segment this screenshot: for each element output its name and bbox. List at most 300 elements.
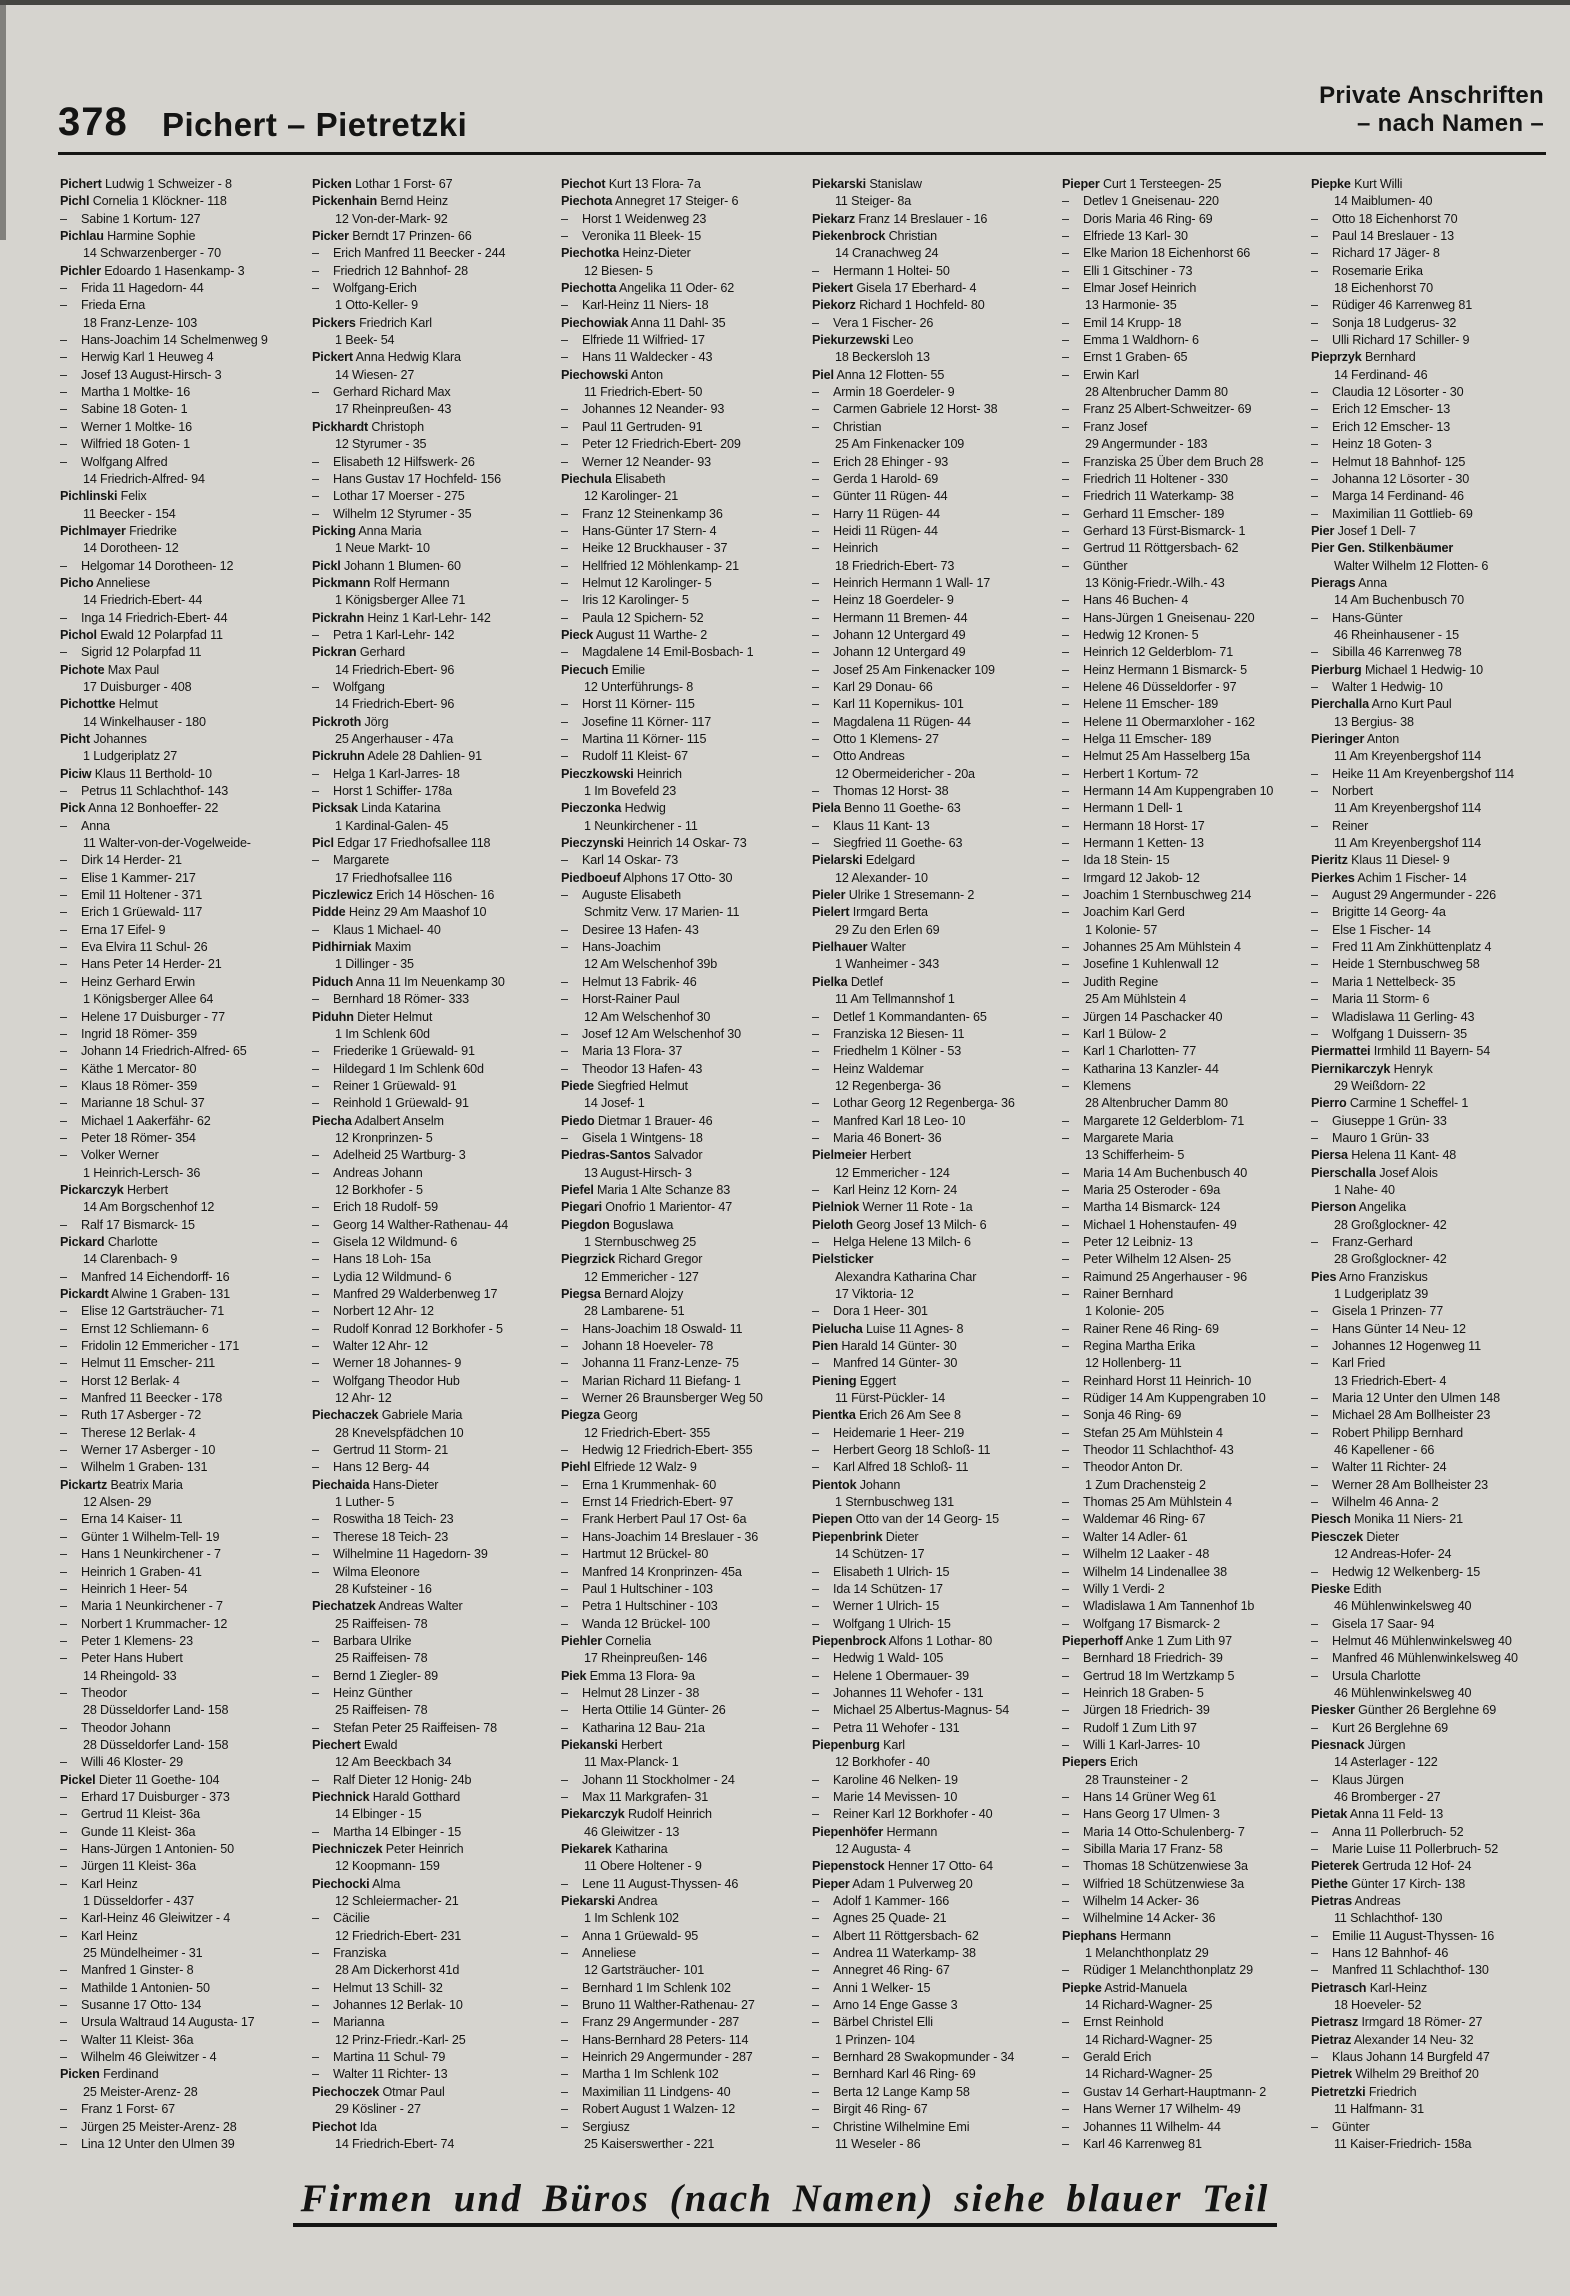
entry-line: Piczlewicz Erich 14 Höschen- 16 (312, 888, 495, 903)
entry-line: – Horst 1 Schiffer- 178a (312, 784, 452, 799)
entry-line: 17 Friedhofsallee 116 (335, 870, 453, 885)
entry-line: – Rudolf 1 Zum Lith 97 (1062, 1720, 1197, 1735)
entry-line: – Hildegard 1 Im Schlenk 60d (312, 1061, 484, 1076)
entry-line: – Ursula Waltraud 14 Augusta- 17 (60, 2015, 255, 2030)
entry-line: – Hermann 14 Am Kuppengraben 10 (1062, 784, 1274, 799)
entry-line: Piepen Otto van der 14 Georg- 15 (812, 1512, 1000, 1527)
entry-line: – Andreas Johann (312, 1165, 423, 1180)
entry-line: Piechotta Angelika 11 Oder- 62 (561, 281, 735, 296)
entry-line: Pichol Ewald 12 Polarpfad 11 (60, 627, 223, 642)
entry-line: – Heinz 18 Goerdeler- 9 (812, 593, 954, 608)
entry-line: – Karl Alfred 18 Schloß- 11 (812, 1460, 969, 1475)
entry-line: – Gerda 1 Harold- 69 (812, 471, 939, 486)
entry-line: 1 Im Schlenk 102 (584, 1911, 679, 1926)
entry-line: Pickmann Rolf Hermann (312, 575, 450, 590)
entry-line: – Hermann 1 Ketten- 13 (1062, 836, 1204, 851)
entry-line: – Helmut 13 Schill- 32 (312, 1980, 443, 1995)
entry-line: – Karl 14 Oskar- 73 (561, 853, 679, 868)
entry-line: – Werner 26 Braunsberger Weg 50 (561, 1391, 763, 1406)
entry-line: – Karl 29 Donau- 66 (812, 679, 933, 694)
entry-line: – Bernhard 1 Im Schlenk 102 (561, 1980, 731, 1995)
entry-line: – Rainer Rene 46 Ring- 69 (1062, 1321, 1219, 1336)
entry-line: 11 Beecker - 154 (83, 506, 176, 521)
entry-line: – Carmen Gabriele 12 Horst- 38 (812, 402, 998, 417)
entry-line: 28 Düsseldorfer Land- 158 (83, 1737, 229, 1752)
entry-line: Pieck August 11 Warthe- 2 (561, 627, 708, 642)
entry-line: – Horst 1 Weidenweg 23 (561, 211, 707, 226)
entry-line: – Walter 11 Kleist- 36a (60, 2032, 194, 2047)
entry-line: Piersa Helena 11 Kant- 48 (1311, 1148, 1457, 1163)
entry-line: – Inga 14 Friedrich-Ebert- 44 (60, 610, 228, 625)
entry-line: 11 Am Kreyenbergshof 114 (1334, 801, 1482, 816)
entry-line: – Gertrud 11 Storm- 21 (312, 1443, 449, 1458)
entry-line: – Adolf 1 Kammer- 166 (812, 1894, 950, 1909)
entry-line: – Theodor Johann (60, 1720, 171, 1735)
entry-line: – Gisela 12 Wildmund- 6 (312, 1234, 458, 1249)
entry-line: – Manfred Karl 18 Leo- 10 (812, 1113, 966, 1128)
entry-line: 14 Wiesen- 27 (335, 367, 415, 382)
entry-line: – Paul 1 Hultschiner - 103 (561, 1581, 713, 1596)
entry-line: – Helene 11 Obermarxloher - 162 (1062, 714, 1255, 729)
entry-line: Pierro Carmine 1 Scheffel- 1 (1311, 1096, 1469, 1111)
entry-line: – Friedrich 11 Holtener - 330 (1062, 471, 1228, 486)
entry-line: – Karl Fried (1311, 1356, 1386, 1371)
entry-line: Pieperhoff Anke 1 Zum Lith 97 (1062, 1633, 1232, 1648)
entry-line: 1 Nahe- 40 (1334, 1182, 1395, 1197)
entry-line: – Helga 1 Karl-Jarres- 18 (312, 766, 460, 781)
entry-line: 28 Düsseldorfer Land- 158 (83, 1703, 229, 1718)
entry-line: 25 Raiffeisen- 78 (335, 1616, 428, 1631)
entry-line: 14 Friedrich-Alfred- 94 (83, 471, 205, 486)
entry-line: Pietras Andreas (1311, 1894, 1401, 1909)
entry-line: Pier Gen. Stilkenbäumer (1311, 541, 1454, 556)
entry-line: – Willi 46 Kloster- 29 (60, 1755, 183, 1770)
entry-line: – Ernst Reinhold (1062, 2015, 1164, 2030)
entry-line: – Heinrich (812, 541, 878, 556)
entry-line: 12 Biesen- 5 (584, 263, 653, 278)
entry-line: – Peter 12 Leibniz- 13 (1062, 1234, 1193, 1249)
entry-line: – Christian (812, 419, 882, 434)
entry-line: – Iris 12 Karolinger- 5 (561, 593, 689, 608)
entry-line: Picht Johannes (60, 732, 147, 746)
entry-line: 46 Rheinhausener - 15 (1334, 627, 1459, 642)
entry-line: 14 Asterlager - 122 (1334, 1755, 1438, 1770)
entry-line: – Horst-Rainer Paul (561, 992, 680, 1007)
entry-line: – Marga 14 Ferdinand- 46 (1311, 489, 1464, 504)
entry-line: – Karl 1 Bülow- 2 (1062, 1026, 1167, 1041)
entry-line: – Heike 11 Am Kreyenbergshof 114 (1311, 766, 1514, 781)
entry-line: – Manfred 1 Ginster- 8 (60, 1963, 194, 1978)
entry-line: Piehler Cornelia (561, 1633, 652, 1648)
entry-line: 1 Kolonie- 205 (1085, 1304, 1165, 1319)
entry-line: 28 Großglockner- 42 (1334, 1252, 1447, 1267)
entry-line: – Bernhard 18 Friedrich- 39 (1062, 1651, 1223, 1666)
entry-line: – Maria 1 Nettelbeck- 35 (1311, 974, 1456, 989)
entry-line: – Günter (1311, 2119, 1370, 2134)
entry-line: – Max 11 Markgrafen- 31 (561, 1789, 709, 1804)
entry-line: – Gertrud 11 Röttgersbach- 62 (1062, 541, 1239, 556)
entry-line: Piduhn Dieter Helmut (312, 1009, 433, 1024)
entry-line: – Arno 14 Enge Gasse 3 (812, 1998, 958, 2013)
entry-line: 12 Unterführungs- 8 (584, 679, 694, 694)
entry-line: – Erich 18 Rudolf- 59 (312, 1200, 438, 1215)
entry-line: – Klaus 11 Kant- 13 (812, 818, 930, 833)
entry-line: Piesker Günther 26 Berglehne 69 (1311, 1703, 1497, 1718)
entry-line: – Franziska 25 Über dem Bruch 28 (1062, 454, 1264, 469)
entry-line: 28 Altenbrucher Damm 80 (1085, 1096, 1228, 1111)
entry-line: – Paul 14 Breslauer - 13 (1311, 229, 1455, 244)
entry-line: – Hans-Günter (1311, 610, 1403, 625)
entry-line: – Wanda 12 Brückel- 100 (561, 1616, 710, 1631)
entry-line: 1 Sternbuschweg 131 (835, 1495, 954, 1510)
entry-line: 25 Kaiserswerther - 221 (584, 2136, 715, 2151)
entry-line: 25 Am Mühlstein 4 (1085, 992, 1187, 1007)
entry-line: Pieterek Gertruda 12 Hof- 24 (1311, 1859, 1472, 1874)
entry-line: – Robert Philipp Bernhard (1311, 1425, 1463, 1440)
entry-line: – Margarete Maria (1062, 1130, 1174, 1145)
entry-line: – Johann 12 Untergard 49 (812, 627, 966, 642)
entry-line: 13 Bergius- 38 (1334, 714, 1414, 729)
entry-line: – Heinz Gerhard Erwin (60, 974, 196, 989)
entry-line: – Wilhelm 12 Laaker - 48 (1062, 1547, 1210, 1562)
entry-line: 1 Kolonie- 57 (1085, 922, 1158, 937)
header-right-line1: Private Anschriften (1319, 82, 1544, 109)
entry-line: – Ruth 17 Asberger - 72 (60, 1408, 202, 1423)
entry-line: – Doris Maria 46 Ring- 69 (1062, 211, 1213, 226)
entry-line: Piekarski Andrea (561, 1894, 658, 1909)
directory-column-3 (561, 176, 811, 2153)
entry-line: 14 Richard-Wagner- 25 (1085, 2032, 1213, 2047)
entry-line: Pieczonka Hedwig (561, 801, 666, 816)
entry-line: Pichlau Harmine Sophie (60, 229, 196, 244)
entry-line: Pieringer Anton (1311, 732, 1400, 746)
entry-line: Pichlinski Felix (60, 489, 147, 504)
entry-line: – Hans Georg 17 Ulmen- 3 (1062, 1807, 1220, 1822)
entry-line: 1 Luther- 5 (335, 1495, 395, 1510)
entry-line: – Ralf Dieter 12 Honig- 24b (312, 1772, 472, 1787)
entry-line: Pichottke Helmut (60, 697, 158, 712)
entry-line: – Walter 11 Richter- 24 (1311, 1460, 1447, 1475)
entry-line: Piekurzewski Leo (812, 333, 914, 348)
entry-line: – Hans 18 Loh- 15a (312, 1252, 431, 1267)
entry-line: – Gisela 1 Wintgens- 18 (561, 1130, 703, 1145)
entry-line: – Berta 12 Lange Kamp 58 (812, 2084, 970, 2099)
entry-line: Picho Anneliese (60, 575, 151, 590)
entry-line: – Else 1 Fischer- 14 (1311, 922, 1431, 937)
entry-line: Pientok Johann (812, 1477, 901, 1492)
entry-line: – Therese 18 Teich- 23 (312, 1529, 449, 1544)
entry-line: – Hedwig 1 Wald- 105 (812, 1651, 944, 1666)
entry-line: – Elise 12 Gartsträucher- 71 (60, 1304, 225, 1319)
entry-line: – Manfred 11 Beecker - 178 (60, 1391, 223, 1406)
entry-line: – Gertrud 11 Kleist- 36a (60, 1807, 200, 1822)
entry-line: – Hans Günter 14 Neu- 12 (1311, 1321, 1466, 1336)
entry-line: – Michael 1 Hohenstaufen- 49 (1062, 1217, 1237, 1232)
entry-line: Pickartz Beatrix Maria (60, 1477, 183, 1492)
entry-line: – Werner 18 Johannes- 9 (312, 1356, 462, 1371)
entry-line: Piedras-Santos Salvador (561, 1148, 703, 1163)
entry-line: – Hans-Joachim 14 Breslauer - 36 (561, 1529, 759, 1544)
entry-line: 12 Von-der-Mark- 92 (335, 211, 448, 226)
entry-line: 1 Zum Drachensteig 2 (1085, 1477, 1206, 1492)
entry-line: Piepke Kurt Willi (1311, 177, 1403, 191)
entry-line: – Friedhelm 1 Kölner - 53 (812, 1044, 962, 1059)
entry-line: – Hedwig 12 Welkenberg- 15 (1311, 1564, 1481, 1579)
entry-line: – Günther (1062, 558, 1128, 573)
directory-column-1 (60, 176, 310, 2153)
entry-line: 1 Wanheimer - 343 (835, 957, 940, 972)
entry-line: – Robert August 1 Walzen- 12 (561, 2102, 736, 2117)
entry-line: – Käthe 1 Mercator- 80 (60, 1061, 197, 1076)
entry-line: – Hans-Jürgen 1 Antonien- 50 (60, 1842, 234, 1856)
entry-line: – Heinz 18 Goten- 3 (1311, 437, 1432, 452)
entry-line: – Johanna 12 Lösorter - 30 (1311, 471, 1470, 486)
entry-line: – Jürgen 11 Kleist- 36a (60, 1859, 196, 1874)
entry-line: – Emil 11 Holtener - 371 (60, 888, 203, 903)
entry-line: – Johannes 11 Wehofer - 131 (812, 1685, 984, 1700)
entry-line: – Martha 14 Bismarck- 124 (1062, 1200, 1221, 1215)
entry-line: – Heike 12 Bruckhauser - 37 (561, 541, 728, 556)
entry-line: 46 Bromberger - 27 (1334, 1789, 1441, 1804)
entry-line: – Gerald Erich (1062, 2050, 1152, 2065)
entry-line: Piekenbrock Christian (812, 229, 937, 244)
entry-line: 12 Kronprinzen- 5 (335, 1130, 433, 1145)
entry-line: Piechocki Alma (312, 1876, 401, 1891)
entry-line: 12 Regenberga- 36 (835, 1078, 941, 1093)
entry-line: Pickardt Alwine 1 Graben- 131 (60, 1287, 230, 1301)
entry-line: Piephans Hermann (1062, 1928, 1171, 1943)
entry-line: 14 Am Borgschenhof 12 (83, 1200, 215, 1215)
entry-line: – Heinrich 1 Heer- 54 (60, 1581, 188, 1596)
entry-line: Pickert Anna Hedwig Klara (312, 350, 461, 365)
entry-line: Piepenbrock Alfons 1 Lothar- 80 (812, 1633, 993, 1648)
entry-line: – Gustav 14 Gerhart-Hauptmann- 2 (1062, 2084, 1267, 2099)
entry-line: – August 29 Angermunder - 226 (1311, 888, 1496, 903)
entry-line: Piek Emma 13 Flora- 9a (561, 1668, 695, 1683)
entry-line: 14 Rheingold- 33 (83, 1668, 177, 1683)
entry-line: – Frank Herbert Paul 17 Ost- 6a (561, 1512, 747, 1527)
entry-line: 1 Ludgeriplatz 27 (83, 749, 178, 764)
header-right-line2: – nach Namen – (1357, 110, 1544, 137)
entry-line: Pientka Erich 26 Am See 8 (812, 1408, 961, 1423)
directory-column-6 (1311, 176, 1561, 2153)
entry-line: – Regina Martha Erika (1062, 1339, 1195, 1354)
entry-line: Piegari Onofrio 1 Marientor- 47 (561, 1200, 733, 1215)
entry-line: – Franz 1 Forst- 67 (60, 2102, 176, 2117)
entry-line: – Katharina 12 Bau- 21a (561, 1720, 705, 1735)
entry-line: – Elli 1 Gitschiner - 73 (1062, 263, 1193, 278)
entry-line: 11 Fürst-Pückler- 14 (835, 1391, 946, 1406)
entry-line: 14 Dorotheen- 12 (83, 541, 179, 556)
entry-line: Pierschalla Josef Alois (1311, 1165, 1438, 1180)
entry-line: – Theodor 11 Schlachthof- 43 (1062, 1443, 1234, 1458)
entry-line: Piehl Elfriede 12 Walz- 9 (561, 1460, 697, 1475)
entry-line: – Rudolf 11 Kleist- 67 (561, 749, 688, 764)
entry-line: – Heidemarie 1 Heer- 219 (812, 1425, 965, 1440)
entry-line: – Hans-Joachim (561, 940, 661, 955)
entry-line: 28 Traunsteiner - 2 (1085, 1772, 1188, 1787)
directory-column-5 (1062, 176, 1312, 2153)
entry-line: Pien Harald 14 Günter- 30 (812, 1339, 957, 1354)
entry-line: – Maria 14 Am Buchenbusch 40 (1062, 1165, 1248, 1180)
entry-line: 12 Ahr- 12 (335, 1391, 392, 1406)
directory-column-2 (312, 176, 562, 2153)
entry-line: 12 Friedrich-Ebert- 355 (584, 1425, 711, 1440)
entry-line: – Bärbel Christel Elli (812, 2015, 933, 2030)
entry-line: Pickran Gerhard (312, 645, 405, 660)
entry-line: 1 Düsseldorfer - 437 (83, 1894, 195, 1909)
entry-line: – Gerhard 11 Emscher- 189 (1062, 506, 1225, 521)
entry-line: – Heinz Günther (312, 1685, 413, 1700)
entry-line: – Sonja 18 Ludgerus- 32 (1311, 315, 1457, 330)
entry-line: – Kurt 26 Berglehne 69 (1311, 1720, 1449, 1735)
entry-line: 18 Franz-Lenze- 103 (83, 315, 198, 330)
entry-line: – Elmar Josef Heinrich (1062, 281, 1197, 296)
entry-line: 17 Viktoria- 12 (835, 1287, 914, 1301)
entry-line: – Hans 1 Neunkirchener - 7 (60, 1547, 221, 1562)
entry-line: – Detlef 1 Kommandanten- 65 (812, 1009, 987, 1024)
entry-line: – Wilhelmine 14 Acker- 36 (1062, 1911, 1216, 1926)
entry-line: 1 Dillinger - 35 (335, 957, 414, 972)
entry-line: – Josef 25 Am Finkenacker 109 (812, 662, 995, 677)
entry-line: – Roswitha 18 Teich- 23 (312, 1512, 454, 1527)
entry-line: – Hermann 11 Bremen- 44 (812, 610, 968, 625)
entry-line: – Auguste Elisabeth (561, 888, 681, 903)
entry-line: – Albert 11 Röttgersbach- 62 (812, 1928, 979, 1943)
entry-line: Piecuch Emilie (561, 662, 645, 677)
entry-line: Piechaczek Gabriele Maria (312, 1408, 463, 1423)
entry-line: Pickers Friedrich Karl (312, 315, 432, 330)
entry-line: – Claudia 12 Lösorter - 30 (1311, 385, 1464, 400)
entry-line: Pieprzyk Bernhard (1311, 350, 1416, 365)
entry-line: – Josef 13 August-Hirsch- 3 (60, 367, 222, 382)
entry-line: – Thomas 25 Am Mühlstein 4 (1062, 1495, 1232, 1510)
entry-line: – Sabine 18 Goten- 1 (60, 402, 188, 417)
entry-line: 14 Maiblumen- 40 (1334, 194, 1433, 209)
entry-line: – Erich 1 Grüewald- 117 (60, 905, 203, 920)
entry-line: 14 Friedrich-Ebert- 96 (335, 662, 455, 677)
entry-line: – Frida 11 Hagedorn- 44 (60, 281, 204, 296)
entry-line: – Maximilian 11 Gottlieb- 69 (1311, 506, 1473, 521)
entry-line: – Martina 11 Körner- 115 (561, 732, 707, 746)
entry-line: – Friederike 1 Grüewald- 91 (312, 1044, 475, 1059)
entry-line: 11 Weseler - 86 (835, 2136, 921, 2151)
page-footer (0, 2176, 1570, 2227)
entry-line: Pieler Ulrike 1 Stresemann- 2 (812, 888, 975, 903)
entry-line: 1 Neunkirchener - 11 (584, 818, 698, 833)
entry-line: Pietrek Wilhelm 29 Breithof 20 (1311, 2067, 1479, 2082)
entry-line: – Elke Marion 18 Eichenhorst 66 (1062, 246, 1251, 261)
entry-line: 14 Am Buchenbusch 70 (1334, 593, 1465, 608)
entry-line: Piekorz Richard 1 Hochfeld- 80 (812, 298, 985, 313)
entry-line: – Klaus Jürgen (1311, 1772, 1404, 1787)
entry-line: Pidde Heinz 29 Am Maashof 10 (312, 905, 487, 920)
entry-line: – Wladislawa 11 Gerling- 43 (1311, 1009, 1475, 1024)
entry-line: 1 Kardinal-Galen- 45 (335, 818, 449, 833)
entry-line: – Walter 11 Richter- 13 (312, 2067, 448, 2082)
entry-line: – Wolfgang-Erich (312, 281, 417, 296)
entry-line: Piermattei Irmhild 11 Bayern- 54 (1311, 1044, 1491, 1059)
entry-line: 1 Ludgeriplatz 39 (1334, 1287, 1429, 1301)
entry-line: – Lene 11 August-Thyssen- 46 (561, 1876, 739, 1891)
entry-line: 14 Friedrich-Ebert- 44 (83, 593, 203, 608)
entry-line: 12 Am Welschenhof 30 (584, 1009, 711, 1024)
entry-line: 11 Steiger- 8a (835, 194, 912, 209)
entry-line: – Hermann 18 Horst- 17 (1062, 818, 1205, 833)
entry-line: – Eva Elvira 11 Schul- 26 (60, 940, 208, 955)
entry-line: – Petrus 11 Schlachthof- 143 (60, 784, 229, 799)
entry-line: – Peter Hans Hubert (60, 1651, 183, 1666)
entry-line: – Anna (60, 818, 110, 833)
entry-line: – Dirk 14 Herder- 21 (60, 853, 182, 868)
entry-line: 11 Obere Holtener - 9 (584, 1859, 702, 1874)
entry-line: – Sibilla 46 Karrenweg 78 (1311, 645, 1462, 660)
entry-line: – Walter 14 Adler- 61 (1062, 1529, 1188, 1544)
entry-line: – Josefine 11 Körner- 117 (561, 714, 712, 729)
entry-line: – Elise 1 Kammer- 217 (60, 870, 196, 885)
entry-line: – Erna 14 Kaiser- 11 (60, 1512, 183, 1527)
entry-line: 12 Augusta- 4 (835, 1842, 911, 1856)
entry-line: – Margarete 12 Gelderblom- 71 (1062, 1113, 1245, 1128)
entry-line: Pierburg Michael 1 Hedwig- 10 (1311, 662, 1484, 677)
entry-line: Piechula Elisabeth (561, 471, 666, 486)
entry-line: 46 Mühlenwinkelsweg 40 (1334, 1599, 1472, 1614)
entry-line: 12 Gartsträucher- 101 (584, 1963, 705, 1978)
entry-line: – Elisabeth 12 Hilfswerk- 26 (312, 454, 475, 469)
entry-line: – Petra 11 Wehofer - 131 (812, 1720, 960, 1735)
entry-line: 12 Friedrich-Ebert- 231 (335, 1928, 462, 1943)
entry-line: – Karoline 46 Nelken- 19 (812, 1772, 958, 1787)
entry-line: – Theodor 13 Hafen- 43 (561, 1061, 703, 1076)
entry-line: – Johann 12 Untergard 49 (812, 645, 966, 660)
entry-line: – Mathilde 1 Antonien- 50 (60, 1980, 210, 1995)
entry-line: Pietretzki Friedrich (1311, 2084, 1417, 2099)
entry-line: – Adelheid 25 Wartburg- 3 (312, 1148, 466, 1163)
entry-line: – Joachim Karl Gerd (1062, 905, 1185, 920)
entry-line: – Hans Werner 17 Wilhelm- 49 (1062, 2102, 1241, 2117)
entry-line: – Heinrich Hermann 1 Wall- 17 (812, 575, 991, 590)
entry-line: Piekert Gisela 17 Eberhard- 4 (812, 281, 977, 296)
entry-line: Piening Eggert (812, 1373, 896, 1388)
entry-line: 14 Josef- 1 (584, 1096, 645, 1111)
entry-line: – Franziska (312, 1946, 387, 1961)
entry-line: – Maria 13 Flora- 37 (561, 1044, 683, 1059)
entry-line: Piechniczek Peter Heinrich (312, 1842, 464, 1856)
entry-line: – Willy 1 Verdi- 2 (1062, 1581, 1165, 1596)
entry-line: – Rüdiger 46 Karrenweg 81 (1311, 298, 1473, 313)
entry-line: 18 Hoeveler- 52 (1334, 1998, 1422, 2013)
entry-line: – Franz 29 Angermunder - 287 (561, 2015, 740, 2030)
entry-line: – Bernhard Karl 46 Ring- 69 (812, 2067, 976, 2082)
entry-line: – Joachim 1 Sternbuschweg 214 (1062, 888, 1252, 903)
entry-line: Pickel Dieter 11 Goethe- 104 (60, 1772, 220, 1787)
entry-line: Piegsa Bernard Alojzy (561, 1287, 684, 1301)
header-rule (58, 152, 1546, 155)
entry-line: Piedboeuf Alphons 17 Otto- 30 (561, 870, 733, 885)
entry-line: – Otto Andreas (812, 749, 905, 764)
entry-line: – Heinrich 29 Angermunder - 287 (561, 2050, 753, 2065)
entry-line: – Vera 1 Fischer- 26 (812, 315, 934, 330)
entry-line: 12 Obermeidericher - 20a (835, 766, 975, 781)
entry-line: – Anna 11 Pollerbruch- 52 (1311, 1824, 1464, 1839)
entry-line: Pielucha Luise 11 Agnes- 8 (812, 1321, 964, 1336)
entry-line: – Desiree 13 Hafen- 43 (561, 922, 699, 937)
entry-line: Piechnick Harald Gotthard (312, 1789, 461, 1804)
entry-line: – Erna 17 Eifel- 9 (60, 922, 166, 937)
entry-line: – Judith Regine (1062, 974, 1159, 989)
entry-line: – Wilhelm 12 Styrumer - 35 (312, 506, 472, 521)
entry-line: – Wilfried 18 Goten- 1 (60, 437, 190, 452)
